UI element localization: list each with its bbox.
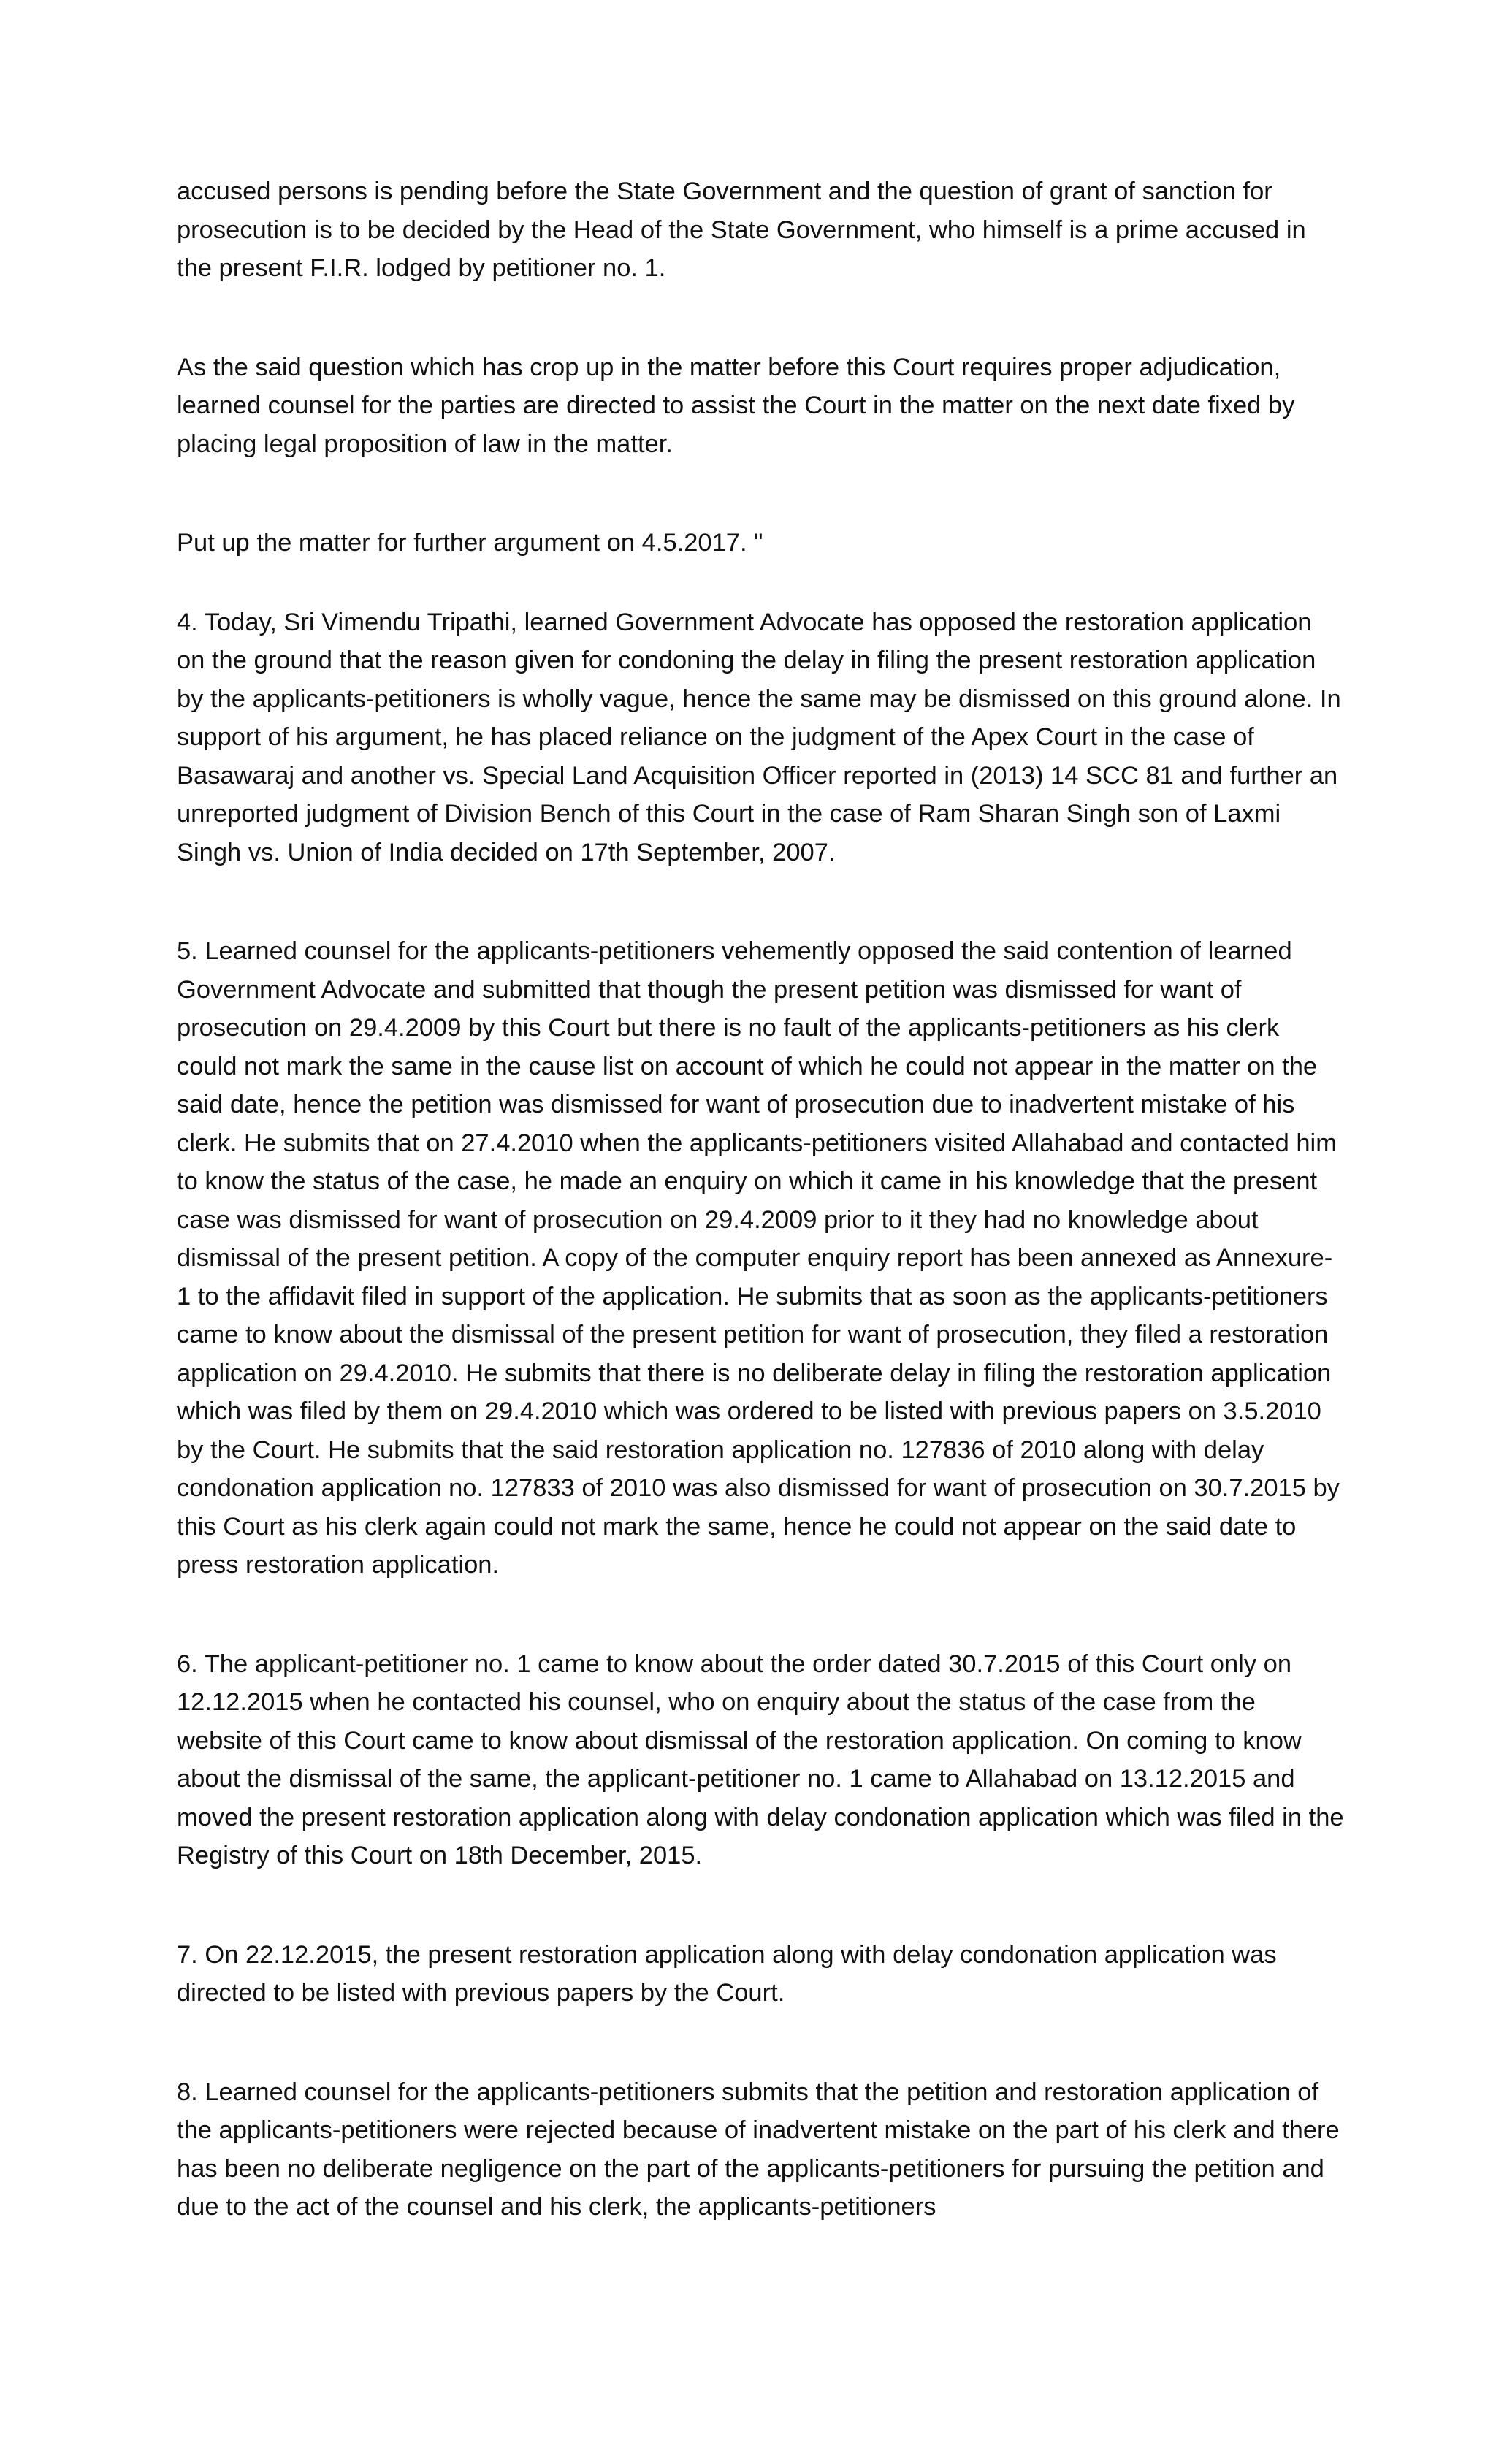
paragraph-5-counsel-submissions: 5. Learned counsel for the applicants-petitioners vehemently opposed the said contention of learned Government Advocate and submitted that though the present petition was dismissed for want of prosecution on 29.4.2009 by this Court but there is no fault of the applicants-petitioners as his clerk could not mark the same in the cause list on account of which he could not appear in the matter on the said date, hence the petition was dismissed for want of prosecution due to inadvertent mistake of his clerk. He submits that on 27.4.2010 when the applicants-petitioners visited Allahabad and contacted him to know the status of the case, he made an enquiry on which it came in his knowledge that the present case was dismissed for want of prosecution on 29.4.2009 prior to it they had no knowledge about dismissal of the present petition. A copy of the computer enquiry report has been annexed as Annexure-1 to the affidavit filed in support of the application. He submits that as soon as the applicants-petitioners came to know about the dismissal of the present petition for want of prosecution, they filed a restoration application on 29.4.2010. He submits that there is no deliberate delay in filing the restoration application which was filed by them on 29.4.2010 which was ordered to be listed with previous papers on 3.5.2010 by the Court. He submits that the said restoration application no. 127836 of 2010 along with delay condonation application no. 127833 of 2010 was also dismissed for want of prosecution on 30.7.2015 by this Court as his clerk again could not mark the same, hence he could not appear on the said date to press restoration application.: [177, 937, 1340, 1579]
paragraph-4-government-advocate: 4. Today, Sri Vimendu Tripathi, learned Government Advocate has opposed the restoration application on the ground that the reason given for condoning the delay in filing the present restoration application by the applicants-petitioners is wholly vague, hence the same may be dismissed on this ground alone. In support of his argument, he has placed reliance on the judgment of the Apex Court in the case of Basawaraj and another vs. Special Land Acquisition Officer reported in (2013) 14 SCC 81 and further an unreported judgment of Division Bench of this Court in the case of Ram Sharan Singh son of Laxmi Singh vs. Union of India decided on 17th September, 2007.: [177, 608, 1341, 866]
paragraph-8-inadvertent-mistake: 8. Learned counsel for the applicants-petitioners submits that the petition and restoration application of the applicants-petitioners were rejected because of inadvertent mistake on the part of his clerk and there has been no deliberate negligence on the part of the applicants-petitioners for pursuing the petition and due to the act of the counsel and his clerk, the applicants-petitioners: [177, 2078, 1340, 2221]
document-body: [177, 172, 1346, 2227]
paragraph-accused-persons-continuation: accused persons is pending before the State Government and the question of grant of sanction for prosecution is to be decided by the Head of the State Government, who himself is a prime accused in the present F.I.R. lodged by petitioner no. 1.: [177, 178, 1306, 282]
paragraph-put-up-matter: Put up the matter for further argument on 4.5.2017. ": [177, 529, 763, 557]
paragraph-7-listing-direction: 7. On 22.12.2015, the present restoration application along with delay condonation application was directed to be listed with previous papers by the Court.: [177, 1940, 1277, 2007]
paragraph-adjudication-direction: As the said question which has crop up in the matter before this Court requires proper adjudication, learned counsel for the parties are directed to assist the Court in the matter on the next date fixed by placing legal proposition of law in the matter.: [177, 353, 1295, 458]
paragraph-6-order-knowledge: 6. The applicant-petitioner no. 1 came to know about the order dated 30.7.2015 of this Court only on 12.12.2015 when he contacted his counsel, who on enquiry about the status of the case from the website of this Court came to know about dismissal of the restoration application. On coming to know about the dismissal of the same, the applicant-petitioner no. 1 came to Allahabad on 13.12.2015 and moved the present restoration application along with delay condonation application which was filed in the Registry of this Court on 18th December, 2015.: [177, 1649, 1344, 1869]
